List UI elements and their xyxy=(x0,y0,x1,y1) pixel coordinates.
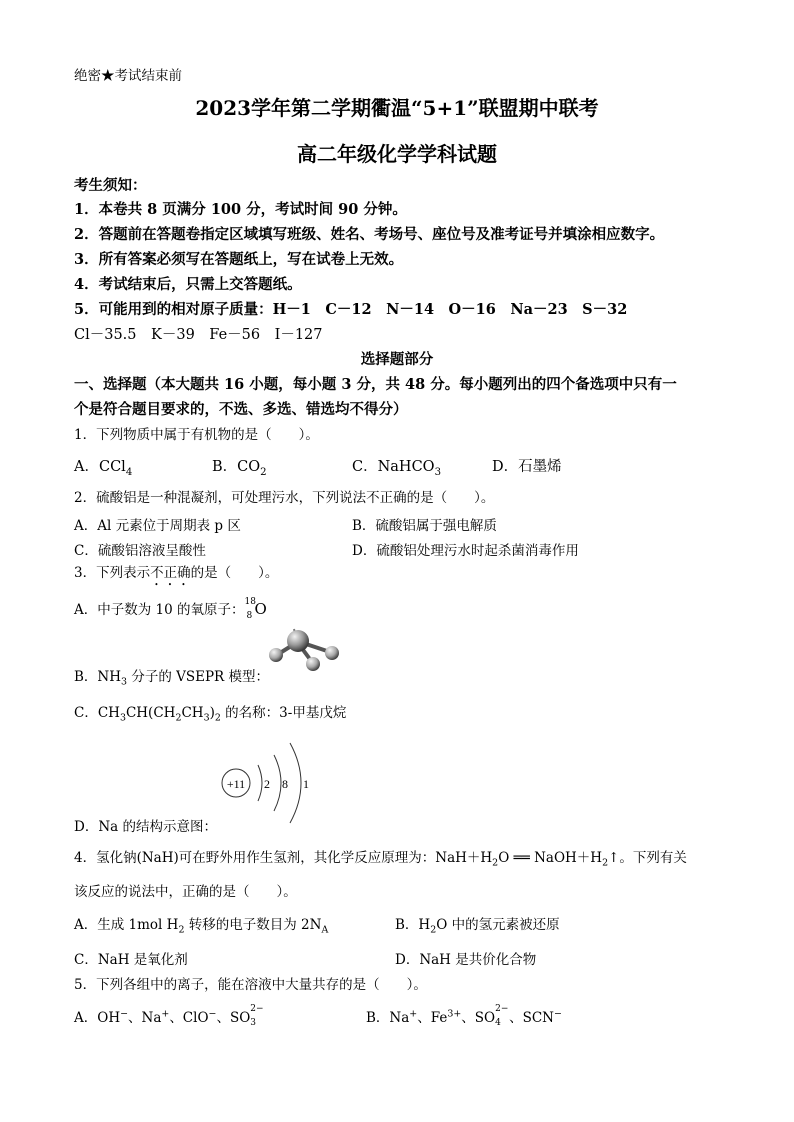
q4-option-c: C．NaH 是氧化剂 xyxy=(74,952,188,968)
q1-option-a: A．CCl$_4$ xyxy=(74,459,133,478)
exam-subtitle: 高二年级化学学科试题 xyxy=(297,142,497,166)
notice-item-1: 1．本卷共 8 页满分 100 分，考试时间 90 分钟。 xyxy=(74,201,407,218)
q2-option-a: A．Al 元素位于周期表 p 区 xyxy=(74,518,241,534)
shell-electrons-2: 8 xyxy=(282,777,288,791)
notice-item-3: 3．所有答案必须写在答题纸上，写在试卷上无效。 xyxy=(74,251,404,268)
q1-option-c: C．NaHCO$_3$ xyxy=(352,459,442,478)
q1-option-b: B．$CO_2$ xyxy=(212,459,267,478)
q4-option-b: B．$H_2O$ 中的氢元素被还原 xyxy=(395,917,560,936)
q3-option-a: A．中子数为 10 的氧原子： 18 8 O xyxy=(74,596,267,621)
q2-option-b: B．硫酸铝属于强电解质 xyxy=(352,518,497,534)
exam-title: 2023学年第二学期衢温“5+1”联盟期中联考 xyxy=(195,96,599,120)
nh3-vsepr-model-image xyxy=(266,628,342,674)
notice-item-5-cont: Cl－35.5 K－39 Fe－56 I－127 xyxy=(74,327,323,343)
q4-option-a: A．生成 1mol $H_2$ 转移的电子数目为 $2N_A$ xyxy=(74,917,329,936)
nucleus-charge: +11 xyxy=(226,777,246,791)
notice-item-2: 2．答题前在答题卷指定区域填写班级、姓名、考场号、座位号及准考证号并填涂相应数字。 xyxy=(74,226,665,243)
isotope-mass-number: 18 xyxy=(244,596,256,607)
q3-option-c: C．$CH_3CH(CH_2CH_3)_2$ 的名称：3-甲基戊烷 xyxy=(74,705,347,724)
shell-electrons-1: 2 xyxy=(264,777,270,791)
q2-option-d: D．硫酸铝处理污水时起杀菌消毒作用 xyxy=(352,543,579,559)
q2-stem: 2．硫酸铝是一种混凝剂，可处理污水，下列说法不正确的是（ ）。 xyxy=(74,490,495,506)
electron-shell-1 xyxy=(258,765,262,801)
q3-option-d: D．Na 的结构示意图： xyxy=(74,819,217,835)
q5-option-b: B．Na+、$Fe^{3+}$、SO 2− 4 、SCN− xyxy=(366,1003,562,1028)
electron-shell-2 xyxy=(274,755,281,811)
notice-heading: 考生须知： xyxy=(74,177,147,194)
q2-option-c: C．硫酸铝溶液呈酸性 xyxy=(74,543,206,559)
section-instruction-2: 个是符合题目要求的，不选、多选、错选均不得分） xyxy=(74,401,408,418)
q4-option-d: D．NaH 是共价化合物 xyxy=(395,952,537,968)
secret-label: 绝密★考试结束前 xyxy=(74,68,182,84)
notice-item-4: 4．考试结束后，只需上交答题纸。 xyxy=(74,276,302,293)
q1-option-d: D．石墨烯 xyxy=(492,459,562,475)
q5-option-a: A．OH−、Na+、ClO−、SO 2− 3 xyxy=(74,1003,264,1028)
q4-stem-line-1: 4．氢化钠(NaH)可在野外用作生氢剂，其化学反应原理为：$NaH+H_2O$ ══ $NaOH+H_2↑$。下列有关 xyxy=(74,850,687,869)
shell-electrons-3: 1 xyxy=(303,777,309,791)
q3-option-b: B．$NH_3$ 分子的 VSEPR 模型： xyxy=(74,669,270,688)
electron-shell-3 xyxy=(290,743,301,823)
section-instruction-1: 一、选择题（本大题共 16 小题，每小题 3 分，共 48 分。每小题列出的四个备选项中只有一 xyxy=(74,376,677,393)
section-title: 选择题部分 xyxy=(360,351,434,368)
q4-stem-line-2: 该反应的说法中，正确的是（ ）。 xyxy=(74,884,297,900)
isotope-atomic-number: 8 xyxy=(246,610,253,621)
q5-stem: 5．下列各组中的离子，能在溶液中大量共存的是（ ）。 xyxy=(74,977,427,993)
q1-stem: 1．下列物质中属于有机物的是（ ）。 xyxy=(74,427,319,443)
notice-item-5: 5．可能用到的相对原子质量：H－1 C－12 N－14 O－16 Na－23 S－32 xyxy=(74,301,628,318)
q3-stem: 3．下列表示不正确的是（ ）。 xyxy=(74,565,279,581)
na-atom-structure-diagram xyxy=(212,735,332,833)
